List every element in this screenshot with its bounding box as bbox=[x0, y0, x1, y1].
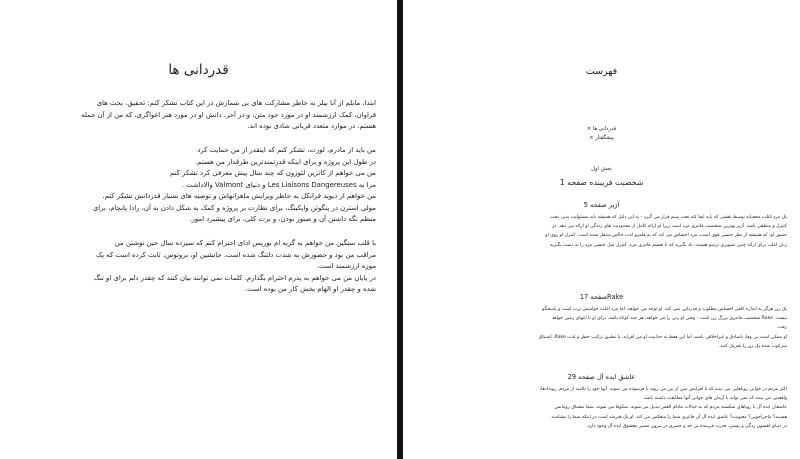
text-line: من خواهم از دیوید فرانکل به خاطر ویرایش ماهرانهاش و توصیه های بسیار قدردانش تشکر کنم. bbox=[102, 192, 376, 200]
right-page bbox=[403, 0, 800, 459]
text-line: مراقب من بود و حضورش به شدت دلتنگ شده است. جانشین او، بروتوس، ثابت کرده است که یک bbox=[95, 250, 376, 259]
text-line: هستم. در موارد متعدد قربانی شادی بوده اند. bbox=[247, 122, 376, 130]
text-line: با قلب سنگین من خواهم به گربه ام بوریس ادای احترام کنم که سیزده سال حین نوشتن من bbox=[114, 239, 376, 247]
section-heading[interactable]: آژیر صفحه 5 bbox=[583, 201, 620, 209]
text-line: هستید؟ ماجراجویی؟ معنویت؟ عاشق ایده آل آن فانتزی شما را منعکس می کند. او یک هنرمند است در اینکه شما را بشناسد. bbox=[550, 414, 787, 420]
acknowledgment-paragraph-2 bbox=[18, 145, 376, 226]
text-line: حضور او، که همیشه از نظر جنسی قوی است، مرد احساس می کند که به قلمرو لذت خالص منتقل شده است. کنترل او روی او bbox=[545, 233, 787, 239]
text-line: واقعیتی می بینند که نمی تواند با آرمان های جوانی آنها مطابقت داشته باشد. bbox=[642, 396, 787, 402]
section-body bbox=[415, 385, 787, 431]
left-page bbox=[0, 0, 397, 459]
text-line: یک زن هرگز به اندازه کافی احساس مطلوب و قدردانی نمی کند. او توجه می خواهد، اما مرد اغلب حواسش پرت است و پاسخگو bbox=[542, 307, 787, 312]
section-heading[interactable]: عاشق ایده آل صفحه 29 bbox=[567, 373, 636, 381]
acknowledgment-paragraph-1 bbox=[18, 98, 376, 133]
part-title[interactable]: شخصیت فریبنده صفحه 1 bbox=[559, 178, 644, 187]
text-line: مرا به Les Liaisons Dangereuses و دنیای Valmont والاداشت . bbox=[181, 180, 376, 189]
text-line: در پایان من می خواهم به پدرم احترام بگذارم. کلمات نمی توانند بیان کنند که چقدر دلم برای او تنگ bbox=[93, 273, 376, 282]
text-line: من باید از مادرم، لورت، تشکر کنم که اینقدر از من حمایت کرد bbox=[197, 146, 376, 154]
text-line: یک مرد اغلب مخفیانه توسط نقشی که باید ایفا کند تحت ستم قرار می گیرد - به این دلیل که همیشه باید مسئولیت پذیر، تحت bbox=[549, 215, 787, 220]
text-line: کنترل و منطقی باشد. آژیر بهترین شخصیت فانتزی مرد است زیرا او ارائه کامل از محدودیت های زندگی او ارائه می دهد. در bbox=[552, 224, 787, 230]
text-line: سرکوب شده یک زن را تحریک کنید. bbox=[718, 343, 787, 349]
section-body bbox=[415, 213, 787, 250]
text-line: ابتدا، مایلم از آنا بیلر به خاطر مشارکت های بی شمارش در این کتاب تشکر کنم: تحقیق، بحث های bbox=[96, 99, 376, 107]
text-line: منظم نگه داشتن آن و صبور بودن، و برت کلی، برای پیشبرد امور. bbox=[189, 215, 376, 223]
text-line: در دنیای افسون زدگی و پستی، قدرت فریبنده بی حد و حصری در بیرون مسیر معشوق ایده آل وجود دارد. bbox=[586, 423, 787, 429]
toc-item[interactable]: پیشگفتار × bbox=[589, 135, 614, 141]
text-line: در طول این پروژه و برای اینکه قدرتمندترین طرفدار من هستم. bbox=[195, 157, 376, 166]
section-heading[interactable]: Rakeصفحه 17 bbox=[579, 293, 624, 301]
text-line: شده و چقدر او الهام بخش کار من بوده است. bbox=[244, 285, 376, 293]
acknowledgment-paragraph-3 bbox=[18, 238, 376, 296]
toc-item[interactable]: قدردانی ها × bbox=[586, 126, 617, 132]
text-line: مولی استرن در پنگوئن وایکینگ، برای نظارت بر پروژه و کمک به شکل دادن به آن، رادا پانچام، برای bbox=[92, 203, 376, 212]
page-title: قدردانی ها bbox=[168, 62, 229, 78]
text-line: اکثر مردم در جوانی رویاهایی می بینند که با افزایش سن از بین می روند یا فرسوده می شوند. آنها خود را ناامید از مردم، رویدادها، bbox=[539, 387, 787, 392]
text-line: او ممکن است بی وفا، ناصادق و غیراخلاقی باشد، اما این فقط به جذابیت او می افزاید. با تطبیق ترکیب خطر و لذت Rake، اشتیاق bbox=[538, 334, 787, 340]
text-line: نیست. Rake شخصیت فانتزی بزرگ زن است - وقتی او زنی را می خواهد، هر چند کوتاه باشد، برای او تا انتهای زمین خواهد bbox=[551, 316, 787, 322]
part-label: بخش اول bbox=[591, 166, 612, 172]
text-line: فراوان، کمک ارزشمند او در مورد خود متن، و در آخر، دانش او در مورد هنر اغواگری، که من از آن جمله bbox=[81, 110, 376, 119]
text-line: موزه ارزشمند است. bbox=[316, 262, 376, 270]
toc-title: فهرست bbox=[585, 66, 618, 77]
text-line: رفت. bbox=[776, 325, 787, 331]
text-line: من می خواهم از کاترین لئوزون که چند سال پیش معرفی کرد تشکر کنم bbox=[170, 169, 376, 177]
text-line: عاشقان ایده آل با رویاهای شکسته مردم که به خیالات مادام العمر تبدیل می شوند، شکوفا می شوند. شما مشتاق رومانس bbox=[554, 405, 787, 411]
text-line: زنان اغلب برای ارائه چنین تصویری ترسو هستند، یاد بگیرید که با تجسم فانتزی مرد، کنترل میل جنسی مرد را به دست بگیرید. bbox=[548, 242, 787, 248]
section-body bbox=[415, 305, 787, 351]
